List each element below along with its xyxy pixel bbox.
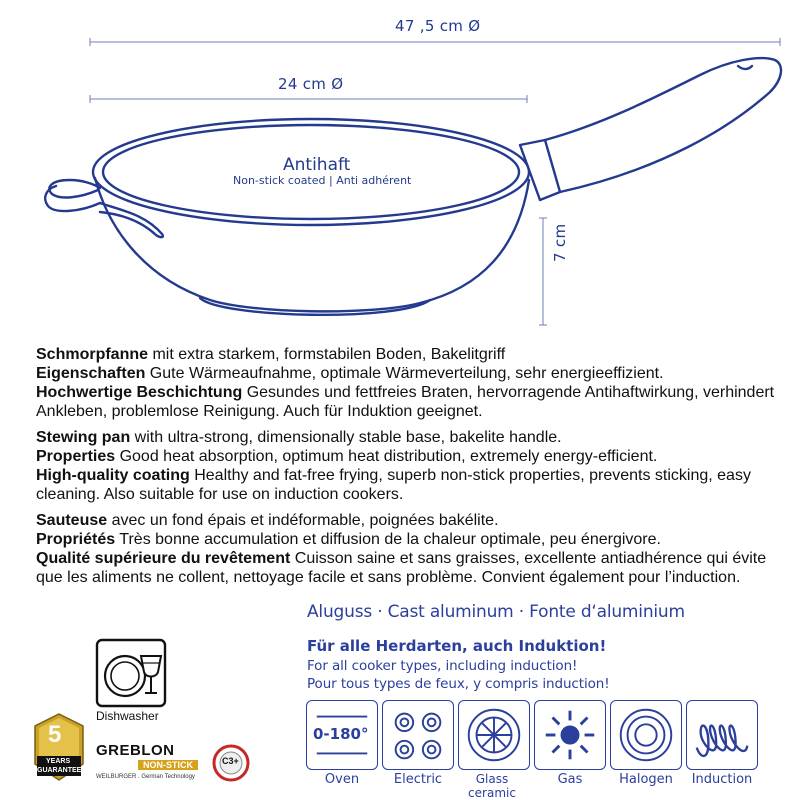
fr-title: Sauteuse xyxy=(36,512,108,529)
greblon-brand: GREBLON xyxy=(96,742,175,759)
de-title: Schmorpfanne xyxy=(36,346,149,363)
guarantee-number: 5 xyxy=(48,721,62,748)
dishwasher-icon xyxy=(95,638,167,708)
electric-label: Electric xyxy=(393,772,443,787)
fr-title-text: avec un fond épais et indéformable, poignées bakélite. xyxy=(107,512,499,529)
en-coating: High-quality coating xyxy=(36,467,190,484)
de-properties-text: Gute Wärmeaufnahme, optimale Wärmeverteilung, sehr energieeffizient. xyxy=(145,365,664,382)
induction-icon xyxy=(686,700,758,770)
fr-coating: Qualité supérieure du revêtement xyxy=(36,550,291,567)
en-coating-text: Healthy and fat-free frying, superb non-stick properties, prevents sticking, easy cleaning. Also suitable for use on induction cookers. xyxy=(36,467,751,503)
de-coating-text: Gesundes und fettfreies Braten, hervorragende Antihaftwirkung, verhindert Ankleben, problemlose Reinigung. Auch für Induktion geeignet. xyxy=(36,384,775,420)
stoves-title: Für alle Herdarten, auch Induktion! xyxy=(307,637,607,655)
description-de xyxy=(36,345,796,421)
en-properties: Properties xyxy=(36,448,116,465)
de-properties: Eigenschaften xyxy=(36,365,146,382)
diameter-label: 24 cm Ø xyxy=(278,75,344,93)
description-fr xyxy=(36,511,796,587)
pan-illustration xyxy=(0,0,800,340)
guarantee-text: GUARANTEE xyxy=(37,767,82,774)
oven-icon xyxy=(306,700,378,770)
fr-properties: Propriétés xyxy=(36,531,116,548)
glass-ceramic-label: Glass ceramic xyxy=(468,772,516,800)
overall-length-label: 47 ,5 cm Ø xyxy=(395,17,481,35)
oven-temperature: 0-180° xyxy=(313,725,369,743)
halogen-icon xyxy=(610,700,682,770)
coating-label: Antihaft xyxy=(283,155,351,175)
greblon-nonstick: NON-STICK xyxy=(138,760,198,770)
en-title: Stewing pan xyxy=(36,429,131,446)
gas-icon xyxy=(534,700,606,770)
electric-icon xyxy=(382,700,454,770)
de-title-text: mit extra starkem, formstabilen Boden, Bakelitgriff xyxy=(148,346,506,363)
dishwasher-label: Dishwasher xyxy=(96,709,159,723)
guarantee-years: YEARS xyxy=(46,758,71,765)
product-description xyxy=(36,345,796,594)
greblon-grade: C3+ xyxy=(222,756,239,766)
halogen-label: Halogen xyxy=(619,772,673,787)
greblon-maker: WEILBURGER . German Technology xyxy=(96,774,195,780)
fr-coating-text: Cuisson saine et sans graisses, excellente antiadhérence qui évite que les aliments ne collent, nettoyage facile et sans problème. Convient également pour l’induction. xyxy=(36,550,767,586)
en-properties-text: Good heat absorption, optimum heat distribution, extremely energy-efficient. xyxy=(115,448,658,465)
stoves-subtitle-en: For all cooker types, including induction! xyxy=(307,658,578,674)
gas-label: Gas xyxy=(557,772,583,787)
en-title-text: with ultra-strong, dimensionally stable base, bakelite handle. xyxy=(130,429,562,446)
oven-label: Oven xyxy=(324,772,360,787)
height-label: 7 cm xyxy=(551,223,569,262)
guarantee-badge xyxy=(33,712,85,782)
induction-label: Induction xyxy=(691,772,753,787)
fr-properties-text: Très bonne accumulation et diffusion de la chaleur optimale, peu énergivore. xyxy=(115,531,661,548)
de-coating: Hochwertige Beschichtung xyxy=(36,384,243,401)
stoves-subtitle-fr: Pour tous types de feux, y compris induction! xyxy=(307,676,610,692)
glass-ceramic-icon xyxy=(458,700,530,770)
greblon-badge xyxy=(94,740,254,784)
material-label: Aluguss · Cast aluminum · Fonte d‘aluminium xyxy=(307,602,685,622)
description-en xyxy=(36,428,796,504)
coating-sublabel: Non-stick coated | Anti adhérent xyxy=(233,174,412,187)
